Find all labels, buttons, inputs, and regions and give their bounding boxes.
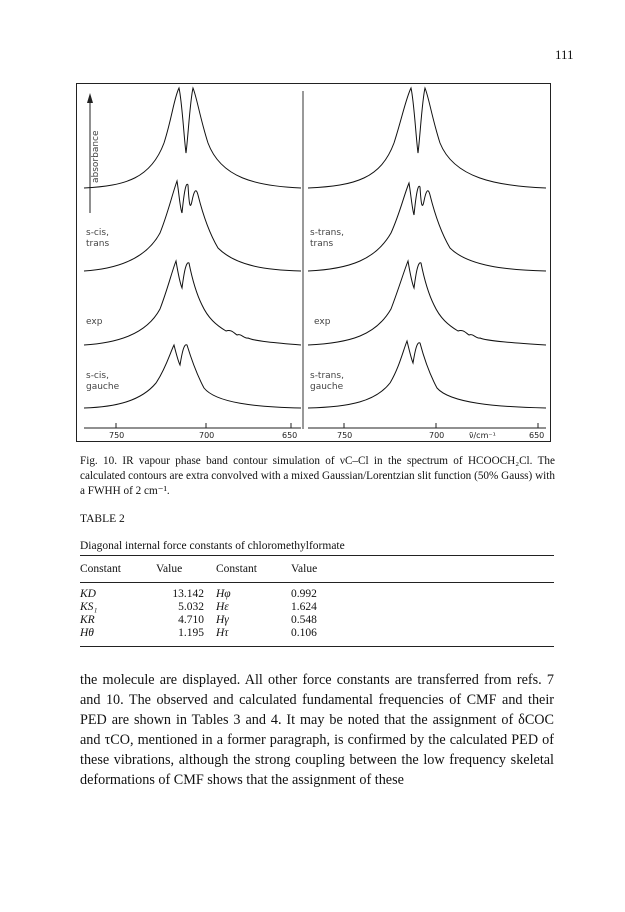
label-left-top-2: trans bbox=[86, 239, 110, 249]
table-header-value-2: Value bbox=[291, 563, 318, 575]
label-left-bottom-2: gauche bbox=[86, 382, 120, 392]
table-cell: 13.142 bbox=[172, 588, 204, 600]
spectra-plot bbox=[76, 83, 551, 442]
body-paragraph: the molecule are displayed. All other force constants are transferred from refs. 7 and 10. The observed and calculated fundamental frequencies of CMF and their PED are shown in Tables 3 and 4. It may be noted that the assignment of δCOC and τCO, mentioned in a former paragraph, is confirmed by the calculated PED of these vibrations, although the strong coupling between the low frequency skeletal deformations of CMF shows that the assignment of these bbox=[80, 672, 554, 788]
tick-label-left-750: 750 bbox=[109, 431, 125, 440]
table-cell: 0.548 bbox=[291, 614, 317, 626]
label-right-top: s-trans, bbox=[310, 228, 344, 238]
label-right-bottom: s-trans, bbox=[310, 371, 344, 381]
table-cell: 0.992 bbox=[291, 588, 317, 600]
curve-left-top bbox=[84, 88, 301, 188]
curve-left-exp bbox=[84, 261, 301, 345]
table-cell: KS₁ bbox=[80, 601, 98, 613]
curve-right-second bbox=[308, 183, 546, 271]
table-header-value-1: Value bbox=[156, 563, 183, 575]
curve-right-exp bbox=[308, 261, 546, 345]
label-left-top: s-cis, bbox=[86, 228, 109, 238]
tick-label-right-700: 700 bbox=[429, 431, 445, 440]
table-rule-header bbox=[80, 582, 554, 583]
table-rule-top bbox=[80, 555, 554, 556]
y-axis-label: absorbance bbox=[91, 130, 101, 183]
table-cell: Hε bbox=[216, 601, 229, 613]
table-cell: 0.106 bbox=[291, 627, 317, 639]
table-title: TABLE 2 bbox=[80, 513, 125, 525]
table-cell: 1.624 bbox=[291, 601, 317, 613]
page-number: 111 bbox=[555, 47, 574, 62]
arrow-head-icon bbox=[87, 93, 93, 103]
label-left-bottom: s-cis, bbox=[86, 371, 109, 381]
table-cell: Hγ bbox=[216, 614, 229, 626]
x-axis-unit-label: ν̃/cm⁻¹ bbox=[469, 431, 496, 440]
table-cell: Hθ bbox=[80, 627, 94, 639]
figure-10 bbox=[76, 83, 551, 442]
label-right-bottom-2: gauche bbox=[310, 382, 344, 392]
tick-label-left-700: 700 bbox=[199, 431, 215, 440]
curve-right-top bbox=[308, 88, 546, 188]
curve-left-bottom bbox=[84, 345, 301, 408]
table-header-constant-1: Constant bbox=[80, 563, 121, 575]
table-rule-bottom bbox=[80, 646, 554, 647]
table-cell: 4.710 bbox=[178, 614, 204, 626]
table-caption: Diagonal internal force constants of chloromethylformate bbox=[80, 540, 345, 552]
figure-caption: Fig. 10. IR vapour phase band contour simulation of νC–Cl in the spectrum of HCOOCH₂Cl. The calculated contours are extra convolved with a mixed Gaussian/Lorentzian slit function (50% Gauss) with a FWHH of 2 cm⁻¹. bbox=[80, 455, 555, 497]
table-cell: Hτ bbox=[216, 627, 229, 639]
tick-label-right-650: 650 bbox=[529, 431, 545, 440]
tick-label-left-650: 650 bbox=[282, 431, 298, 440]
table-cell: KD bbox=[80, 588, 96, 600]
table-cell: 5.032 bbox=[178, 601, 204, 613]
table-cell: KR bbox=[80, 614, 95, 626]
table-header-constant-2: Constant bbox=[216, 563, 257, 575]
label-right-exp: exp bbox=[314, 317, 331, 327]
curve-left-second bbox=[84, 181, 301, 271]
label-left-exp: exp bbox=[86, 317, 103, 327]
label-right-top-2: trans bbox=[310, 239, 334, 249]
tick-label-right-750: 750 bbox=[337, 431, 353, 440]
table-cell: Hφ bbox=[216, 588, 231, 600]
table-cell: 1.195 bbox=[178, 627, 204, 639]
